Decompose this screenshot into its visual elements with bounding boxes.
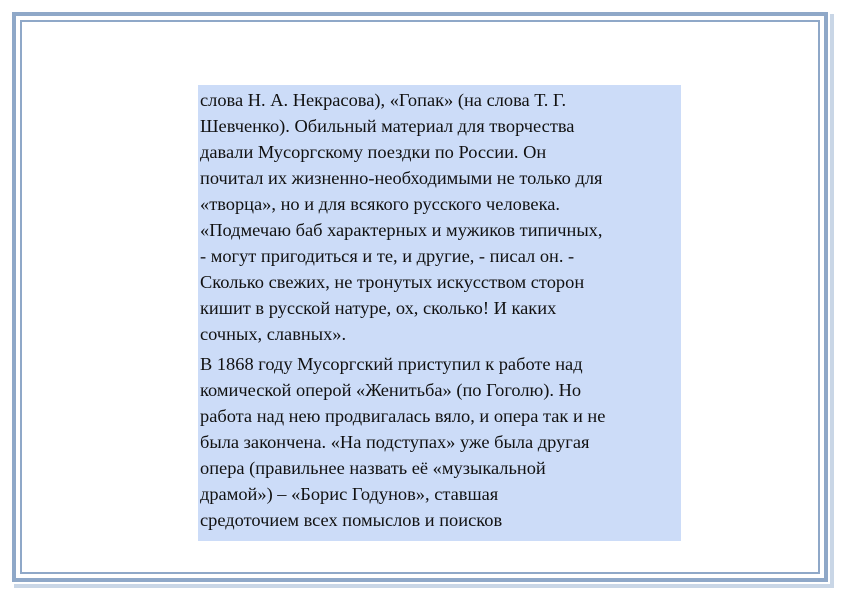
paragraph-2 (200, 351, 681, 533)
text-line: средоточием всех помыслов и поисков (200, 510, 503, 530)
text-line: драмой») – «Борис Годунов», ставшая (200, 484, 499, 504)
text-line: сочных, славных». (200, 324, 347, 344)
text-line: - могут пригодиться и те, и другие, - писал он. - (200, 246, 575, 266)
text-line: «Подмечаю баб характерных и мужиков типичных, (200, 220, 603, 240)
text-line: «творца», но и для всякого русского человека. (200, 194, 560, 214)
text-line: давали Мусоргскому поездки по России. Он (200, 142, 547, 162)
text-line: была закончена. «На подступах» уже была другая (200, 432, 590, 452)
text-line: слова Н. А. Некрасова), «Гопак» (на слова Т. Г. (200, 90, 567, 110)
text-line: работа над нею продвигалась вяло, и опера так и не (200, 406, 606, 426)
slide-frame-shadow-right (830, 14, 834, 586)
text-line: комической оперой «Женитьба» (по Гоголю). Но (200, 380, 582, 400)
slide-frame-shadow-bottom (14, 584, 834, 588)
text-line: Сколько свежих, не тронутых искусством сторон (200, 272, 585, 292)
text-line: Шевченко). Обильный материал для творчества (200, 116, 575, 136)
text-line: В 1868 году Мусоргский приступил к работе над (200, 354, 583, 374)
text-line: кишит в русской натуре, ох, сколько! И каких (200, 298, 557, 318)
text-box (198, 85, 681, 541)
text-line: почитал их жизненно-необходимыми не только для (200, 168, 603, 188)
paragraph-1 (200, 87, 681, 347)
text-line: опера (правильнее назвать её «музыкальной (200, 458, 546, 478)
